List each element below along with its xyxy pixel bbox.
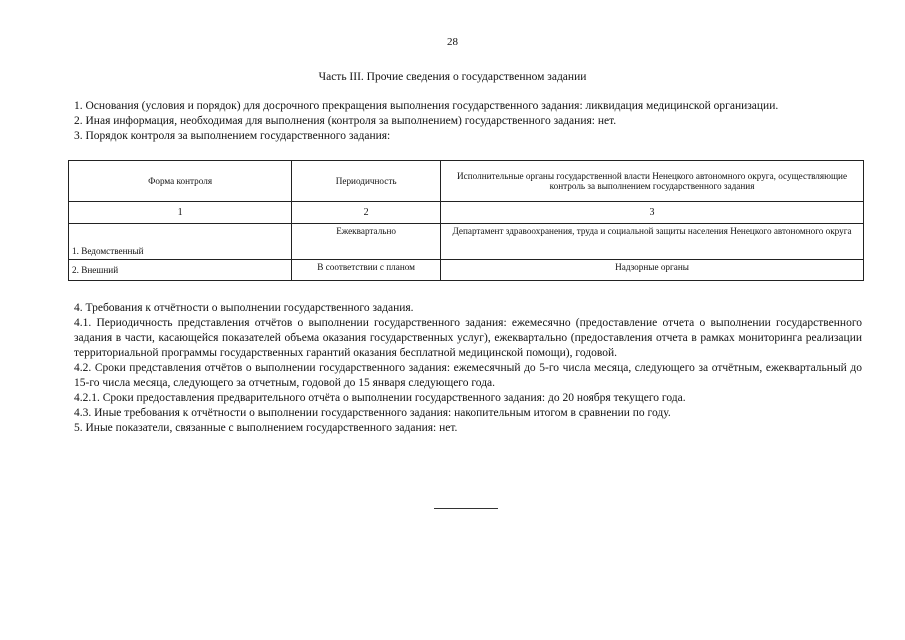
header-org: Исполнительные органы государственной власти Ненецкого автономного округа, осуществляющие контроль за выполнением государственного задания — [441, 161, 864, 202]
item-5-other-indicators: 5. Иные показатели, связанные с выполнением государственного задания: нет. — [74, 422, 458, 434]
table-number-row — [69, 202, 864, 224]
section-items-top — [74, 99, 864, 144]
section-title: Часть III. Прочие сведения о государственном задании — [318, 71, 587, 83]
cell-period: Ежеквартально — [292, 224, 441, 260]
cell-form: 1. Ведомственный — [69, 224, 292, 260]
item-4-2-deadlines: 4.2. Сроки представления отчётов о выполнении государственного задания: ежемесячный до 5-го числа месяца, следующего за отчётным, ежеквартальный до 15-го числа месяца, следующего за отчетным, годовой до 15 января следующего года. — [74, 362, 862, 389]
table-row — [69, 224, 864, 260]
item-4-2-1-preliminary: 4.2.1. Сроки предоставления предварительного отчёта о выполнении государственного задания: до 20 ноября текущего года. — [74, 392, 686, 404]
table-header-row — [69, 161, 864, 202]
item-3-control-procedure: 3. Порядок контроля за выполнением государственного задания: — [74, 130, 391, 142]
cell-form: 2. Внешний — [69, 260, 292, 281]
section-items-bottom — [74, 301, 862, 436]
header-period: Периодичность — [292, 161, 441, 202]
control-table — [68, 160, 864, 281]
item-4-reporting: 4. Требования к отчётности о выполнении государственного задания. — [74, 302, 414, 314]
item-4-3-other-requirements: 4.3. Иные требования к отчётности о выполнении государственного задания: накопительным итогом в сравнении по году. — [74, 407, 671, 419]
cell-org: Надзорные органы — [441, 260, 864, 281]
item-2-other-info: 2. Иная информация, необходимая для выполнения (контроля за выполнением) государственного задания: нет. — [74, 115, 617, 127]
item-4-1-periodicity: 4.1. Периодичность представления отчётов о выполнении государственного задания: ежемесячно (предоставление отчета о выполнении государственного задания в части, касающейся показателей объема оказания государственных услуг), ежеквартально (предоставления отчета в рамках мониторинга реализации территориальной программы государственных гарантий оказания бесплатной медицинской помощи), годовой. — [74, 317, 862, 359]
column-number: 1 — [69, 202, 292, 224]
column-number: 2 — [292, 202, 441, 224]
column-number: 3 — [441, 202, 864, 224]
cell-period: В соответствии с планом — [292, 260, 441, 281]
footer-divider — [434, 508, 498, 509]
page-number: 28 — [447, 36, 458, 48]
item-1-early-termination: 1. Основания (условия и порядок) для досрочного прекращения выполнения государственного задания: ликвидация медицинской организации. — [74, 100, 779, 112]
cell-org: Департамент здравоохранения, труда и социальной защиты населения Ненецкого автономного округа — [441, 224, 864, 260]
header-form: Форма контроля — [69, 161, 292, 202]
table-row — [69, 260, 864, 281]
